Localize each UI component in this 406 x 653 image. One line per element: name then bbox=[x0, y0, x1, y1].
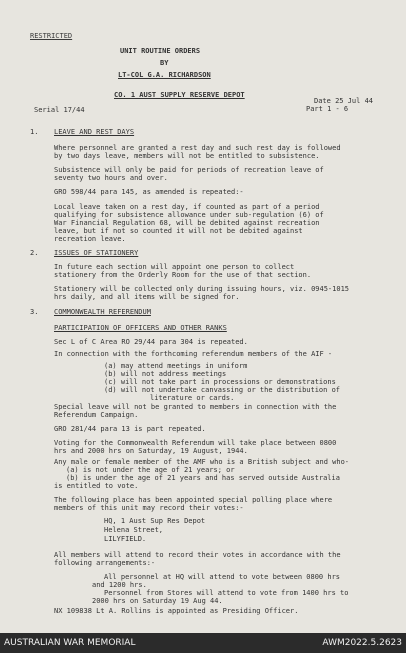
paragraph-line: All members will attend to record their votes in accordance with the bbox=[54, 551, 341, 559]
section-number: 2. bbox=[30, 249, 39, 257]
archive-name: AUSTRALIAN WAR MEMORIAL bbox=[4, 638, 136, 648]
classification-stamp: RESTRICTED bbox=[30, 32, 73, 40]
list-item: (c) will not take part in processions or demonstrations bbox=[104, 378, 336, 386]
paragraph-line: Stationery will be collected only during issuing hours, viz. 0945-1015 bbox=[54, 285, 350, 293]
section-heading: LEAVE AND REST DAYS bbox=[54, 128, 135, 136]
order-part: Part 1 - 6 bbox=[306, 105, 349, 113]
section-heading: ISSUES OF STATIONERY bbox=[54, 249, 139, 257]
paragraph-line: In future each section will appoint one person to collect bbox=[54, 263, 295, 271]
quoted-line: leave, but if not so counted it will not be debited against bbox=[54, 227, 303, 235]
list-item: (a) is not under the age of 21 years; or bbox=[66, 466, 235, 474]
paragraph-line: Any male or female member of the AMF who is a British subject and who- bbox=[54, 458, 350, 466]
archive-reference: AWM2022.5.2623 bbox=[322, 638, 402, 648]
paragraph-line: members of this unit may record their votes:- bbox=[54, 504, 244, 512]
paragraph-line: NX 109838 Lt A. Rollins is appointed as Presiding Officer. bbox=[54, 607, 299, 615]
paragraph-line: hrs and 2000 hrs on Saturday, 19 August, 1944. bbox=[54, 447, 248, 455]
quoted-line: Local leave taken on a rest day, if counted as part of a period bbox=[54, 203, 320, 211]
list-item: (d) will not undertake canvassing or the distribution of bbox=[104, 386, 341, 394]
paragraph-line: hrs daily, and all items will be signed for. bbox=[54, 293, 240, 301]
order-date: Date 25 Jul 44 bbox=[314, 97, 374, 105]
list-item: (b) is under the age of 21 years and has served outside Australia bbox=[66, 474, 340, 482]
paragraph-line: Referendum Campaign. bbox=[54, 411, 139, 419]
quoted-line: qualifying for subsistence allowance under sub-regulation (6) of bbox=[54, 211, 324, 219]
order-title: UNIT ROUTINE ORDERS bbox=[120, 47, 201, 55]
polling-address-line: LILYFIELD. bbox=[104, 535, 147, 543]
paragraph-line: Personnel from Stores will attend to vote from 1400 hrs to bbox=[104, 589, 349, 597]
paragraph-line: All personnel at HQ will attend to vote between 0800 hrs bbox=[104, 573, 341, 581]
order-title-by: BY bbox=[160, 59, 169, 67]
paragraph-line: 2000 hrs on Saturday 19 Aug 44. bbox=[92, 597, 223, 605]
paragraph-line: seventy two hours and over. bbox=[54, 174, 168, 182]
list-item: (b) will not address meetings bbox=[104, 370, 227, 378]
paragraph-line: GRO 598/44 para 145, as amended is repeated:- bbox=[54, 188, 244, 196]
serial-number: Serial 17/44 bbox=[34, 106, 85, 114]
commanding-officer: LT-COL G.A. RICHARDSON bbox=[118, 71, 211, 79]
section-heading: COMMONWEALTH REFERENDUM bbox=[54, 308, 151, 316]
section-number: 3. bbox=[30, 308, 39, 316]
paragraph-line: by two days leave, members will not be entitled to subsistence. bbox=[54, 152, 320, 160]
unit-name: CO. 1 AUST SUPPLY RESERVE DEPOT bbox=[114, 91, 245, 99]
paragraph-line: and 1200 hrs. bbox=[92, 581, 147, 589]
paragraph-line: stationery from the Orderly Room for the use of that section. bbox=[54, 271, 312, 279]
paragraph-line: Where personnel are granted a rest day and such rest day is followed bbox=[54, 144, 341, 152]
paragraph-line: following arrangements:- bbox=[54, 559, 156, 567]
paragraph-line: is entitled to vote. bbox=[54, 482, 139, 490]
quoted-line: recreation leave. bbox=[54, 235, 126, 243]
paragraph-line: Subsistence will only be paid for periods of recreation leave of bbox=[54, 166, 324, 174]
paragraph-line: In connection with the forthcoming referendum members of the AIF - bbox=[54, 350, 333, 358]
paragraph-line: Voting for the Commonwealth Referendum will take place between 0800 bbox=[54, 439, 337, 447]
polling-address-line: Helena Street, bbox=[104, 526, 164, 534]
quoted-line: War Financial Regulation 68, will be debited against recreation bbox=[54, 219, 320, 227]
section-subheading: PARTICIPATION OF OFFICERS AND OTHER RANKS bbox=[54, 324, 227, 332]
section-number: 1. bbox=[30, 128, 39, 136]
paragraph-line: The following place has been appointed special polling place where bbox=[54, 496, 333, 504]
paragraph-line: Sec L of C Area RO 29/44 para 304 is repeated. bbox=[54, 338, 248, 346]
list-item: (a) may attend meetings in uniform bbox=[104, 362, 248, 370]
paragraph-line: Special leave will not be granted to members in connection with the bbox=[54, 403, 337, 411]
paragraph-line: GRO 281/44 para 13 is part repeated. bbox=[54, 425, 206, 433]
list-item-continuation: literature or cards. bbox=[150, 394, 235, 402]
polling-address-line: HQ, 1 Aust Sup Res Depot bbox=[104, 517, 206, 525]
archive-footer bbox=[0, 633, 406, 653]
